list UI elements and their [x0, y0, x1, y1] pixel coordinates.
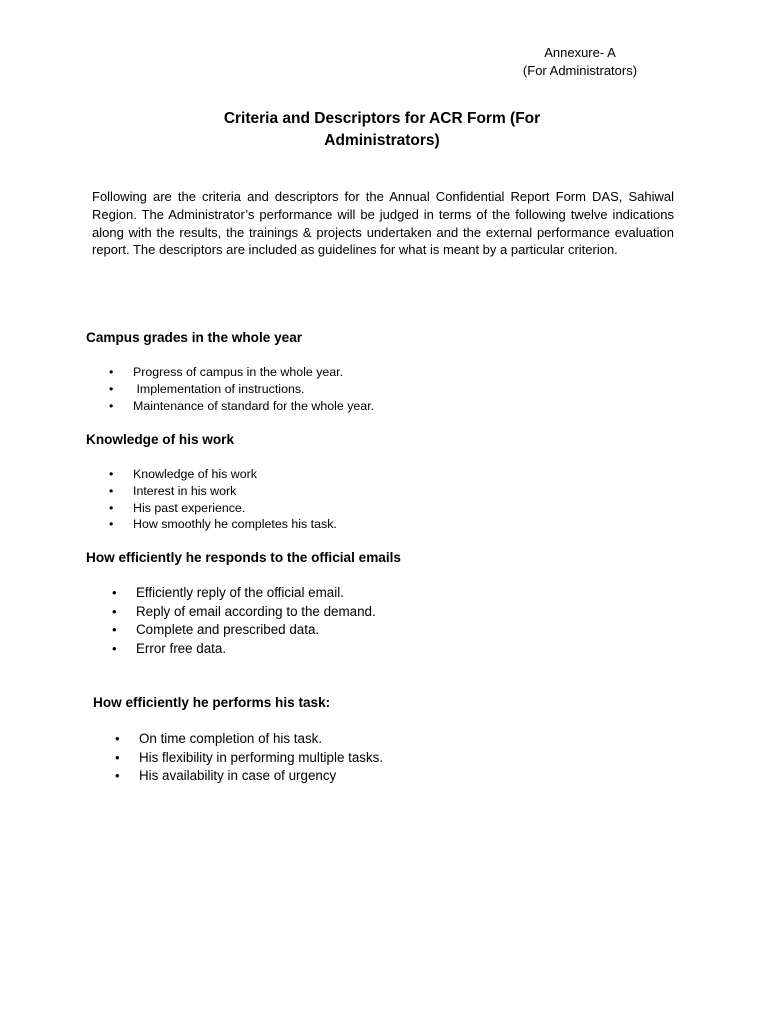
section-heading-campus-grades: Campus grades in the whole year [86, 330, 303, 345]
page-title-line-2: Administrators) [324, 132, 440, 149]
list-item: • His availability in case of urgency [89, 767, 383, 786]
page-title [180, 108, 584, 152]
section-heading-knowledge: Knowledge of his work [86, 432, 235, 447]
list-item: • Maintenance of standard for the whole year. [86, 398, 374, 415]
list-item: • His flexibility in performing multiple tasks. [89, 749, 383, 768]
list-item: • Efficiently reply of the official email. [86, 584, 376, 603]
intro-paragraph: Following are the criteria and descriptors for the Annual Confidential Report Form DAS, Sahiwal Region. The Administrator’s performance will be judged in terms of the following twelve indications along with the results, the trainings & projects undertaken and the external performance evaluation report. The descriptors are included as guidelines for what is meant by a particular criterion. [92, 189, 674, 258]
page-title-line-1: Criteria and Descriptors for ACR Form (For [223, 110, 541, 127]
campus-grades-list [86, 364, 374, 414]
annexure-label: Annexure- A [544, 45, 616, 60]
section-heading-task-performance: How efficiently he performs his task: [93, 695, 331, 710]
list-item: • On time completion of his task. [89, 730, 383, 749]
emails-list [86, 584, 376, 658]
task-performance-list [89, 730, 383, 786]
list-item: • Complete and prescribed data. [86, 621, 376, 640]
list-item: • Error free data. [86, 640, 376, 659]
annexure-header [500, 44, 660, 80]
list-item: • His past experience. [86, 500, 337, 517]
knowledge-list [86, 466, 337, 533]
list-item: • Knowledge of his work [86, 466, 337, 483]
list-item: • Implementation of instructions. [86, 381, 374, 398]
list-item: • Progress of campus in the whole year. [86, 364, 374, 381]
list-item: • Interest in his work [86, 483, 337, 500]
section-heading-emails: How efficiently he responds to the official emails [86, 550, 401, 565]
annexure-subtitle: (For Administrators) [522, 63, 638, 78]
list-item: • Reply of email according to the demand. [86, 603, 376, 622]
list-item: • How smoothly he completes his task. [86, 516, 337, 533]
